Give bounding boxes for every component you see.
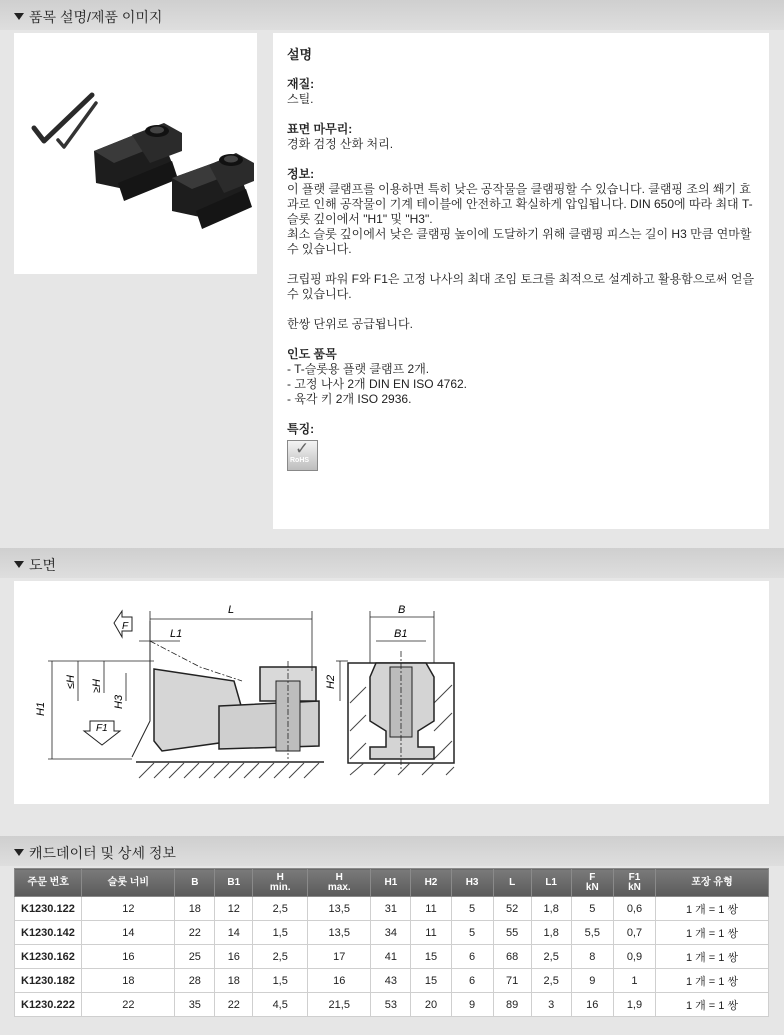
table-cell: 8 (571, 945, 613, 969)
table-cell: 0,6 (613, 897, 655, 921)
surface-label: 표면 마무리: (287, 122, 353, 136)
collapse-triangle-icon[interactable] (14, 561, 24, 568)
section-title: 품목 설명/제품 이미지 (29, 9, 163, 25)
table-cell: 35 (175, 993, 215, 1017)
table-cell: 1 개 = 1 쌍 (656, 969, 769, 993)
table-cell: 1 개 = 1 쌍 (656, 897, 769, 921)
table-cell: 13,5 (308, 897, 371, 921)
section-header-cad[interactable] (0, 836, 784, 866)
table-cell: 31 (371, 897, 411, 921)
description-panel (0, 30, 784, 533)
table-cell: 6 (451, 945, 493, 969)
supply-text: 한쌍 단위로 공급됩니다. (287, 317, 413, 331)
dim-B: B (398, 604, 406, 616)
column-header (656, 869, 769, 897)
table-cell: 6 (451, 969, 493, 993)
table-row[interactable] (15, 969, 769, 993)
column-header (531, 869, 571, 897)
column-header-label: H (276, 871, 284, 883)
table-row[interactable] (15, 897, 769, 921)
table-cell: 11 (411, 921, 451, 945)
table-cell: 13,5 (308, 921, 371, 945)
table-cell: 21,5 (308, 993, 371, 1017)
included-item: - 육각 키 2개 ISO 2936. (287, 392, 412, 406)
table-cell: 25 (175, 945, 215, 969)
column-header-label: F1 (628, 871, 641, 883)
table-cell: 53 (371, 993, 411, 1017)
table-cell: 52 (493, 897, 531, 921)
column-header (451, 869, 493, 897)
dim-B1: B1 (394, 628, 408, 640)
dim-H3: H3 (113, 694, 125, 709)
dim-L: L (228, 604, 235, 616)
column-header-label: B1 (227, 876, 241, 888)
table-cell: 20 (411, 993, 451, 1017)
info-text-2: 최소 슬롯 깊이에서 낮은 클램핑 높이에 도달하기 위해 클램핑 피스는 길이 H3 만큼 연마할 수 있습니다. (287, 227, 752, 256)
column-header-label: H1 (384, 876, 398, 888)
table-cell: 71 (493, 969, 531, 993)
material-block (287, 77, 755, 107)
column-header-unit: kN (628, 881, 641, 893)
flat-clamp-photo (14, 33, 257, 274)
info-label: 정보: (287, 167, 315, 181)
table-cell: 1,8 (531, 921, 571, 945)
column-header (571, 869, 613, 897)
column-header (15, 869, 82, 897)
description-heading: 설명 (287, 47, 313, 62)
surface-value: 경화 검정 산화 처리. (287, 137, 394, 151)
table-cell: 2,5 (531, 945, 571, 969)
material-label: 재질: (287, 77, 315, 91)
collapse-triangle-icon[interactable] (14, 849, 24, 856)
column-header (493, 869, 531, 897)
table-cell: 11 (411, 897, 451, 921)
rohs-badge-icon (287, 440, 318, 471)
order-number-cell[interactable]: K1230.122 (15, 897, 82, 921)
included-block (287, 347, 755, 407)
table-cell: 1,9 (613, 993, 655, 1017)
info-block (287, 167, 755, 257)
column-header (308, 869, 371, 897)
product-image (14, 33, 257, 274)
clamping-text: 크립핑 파워 F와 F1은 고정 나사의 최대 조임 토크를 최적으로 설계하고 활용함으로써 얻을 수 있습니다. (287, 272, 755, 301)
dim-le-H: ≤H (65, 675, 77, 689)
table-cell: 1 (613, 969, 655, 993)
column-header (175, 869, 215, 897)
column-header (82, 869, 175, 897)
column-header-label: L1 (545, 876, 557, 888)
included-item: - T-슬롯용 플랫 클램프 2개. (287, 362, 430, 376)
technical-drawing (14, 581, 769, 804)
table-cell: 3 (531, 993, 571, 1017)
column-header-label: 포장 유형 (691, 876, 733, 888)
table-cell: 14 (82, 921, 175, 945)
table-cell: 16 (571, 993, 613, 1017)
column-header-label: F (589, 871, 596, 883)
order-number-cell[interactable]: K1230.222 (15, 993, 82, 1017)
column-header-label: H3 (465, 876, 479, 888)
table-cell: 5 (451, 897, 493, 921)
table-cell: 15 (411, 969, 451, 993)
column-header-label: L (509, 876, 516, 888)
table-cell: 55 (493, 921, 531, 945)
column-header-label: B (191, 876, 199, 888)
order-number-cell[interactable]: K1230.162 (15, 945, 82, 969)
table-cell: 0,7 (613, 921, 655, 945)
table-cell: 15 (411, 945, 451, 969)
table-cell: 12 (215, 897, 253, 921)
table-cell: 1,5 (253, 969, 308, 993)
table-cell: 18 (215, 969, 253, 993)
section-header-drawing[interactable] (0, 548, 784, 578)
column-header-unit: kN (585, 881, 599, 893)
order-number-cell[interactable]: K1230.142 (15, 921, 82, 945)
column-header (253, 869, 308, 897)
table-cell: 5,5 (571, 921, 613, 945)
description-box (273, 33, 769, 529)
table-cell: 1 개 = 1 쌍 (656, 945, 769, 969)
table-cell: 9 (571, 969, 613, 993)
table-cell: 18 (82, 969, 175, 993)
table-cell: 41 (371, 945, 411, 969)
section-title: 도면 (29, 557, 57, 573)
rohs-label: RoHS (290, 457, 310, 464)
table-cell: 0,9 (613, 945, 655, 969)
dim-L1: L1 (170, 628, 183, 640)
material-value: 스틸. (287, 92, 314, 106)
product-table (14, 868, 769, 1017)
table-cell: 1 개 = 1 쌍 (656, 993, 769, 1017)
table-cell: 18 (175, 897, 215, 921)
table-body (15, 897, 769, 1017)
dim-H2: H2 (325, 674, 337, 689)
table-cell: 43 (371, 969, 411, 993)
checkmark-icon: ✓ (295, 439, 310, 459)
info-text-1: 이 플랫 클램프를 이용하면 특히 낮은 공작물을 클램핑할 수 있습니다. 클램핑 조의 쐐기 효과로 인해 공작물이 기계 테이블에 안전하고 확실하게 압입됩니다. DIN 650에 따라 최대 T-슬롯 깊이에서 "H1" 및 "H3". (287, 182, 753, 226)
included-item: - 고정 나사 2개 DIN EN ISO 4762. (287, 377, 468, 391)
table-cell: 17 (308, 945, 371, 969)
column-header (215, 869, 253, 897)
collapse-triangle-icon[interactable] (14, 13, 24, 20)
table-cell: 5 (451, 921, 493, 945)
table-cell: 1,8 (531, 897, 571, 921)
table-cell: 34 (371, 921, 411, 945)
table-cell: 89 (493, 993, 531, 1017)
features-block (287, 422, 755, 471)
surface-block (287, 122, 755, 152)
table-cell: 22 (215, 993, 253, 1017)
table-cell: 1,5 (253, 921, 308, 945)
order-number-cell[interactable]: K1230.182 (15, 969, 82, 993)
dimension-drawing (14, 581, 769, 804)
table-header-row (15, 869, 769, 897)
table-cell: 9 (451, 993, 493, 1017)
section-title: 캐드데이터 및 상세 정보 (29, 845, 176, 861)
column-header-label: H (335, 871, 343, 883)
table-cell: 22 (82, 993, 175, 1017)
column-header-label: 슬롯 너비 (107, 876, 150, 888)
table-row[interactable] (15, 993, 769, 1017)
table-cell: 14 (215, 921, 253, 945)
force-F1-label: F1 (96, 723, 108, 734)
features-label: 특징: (287, 422, 315, 436)
table-cell: 2,5 (531, 969, 571, 993)
column-header-label: H2 (424, 876, 438, 888)
table-cell: 28 (175, 969, 215, 993)
table-cell: 22 (175, 921, 215, 945)
table-cell: 68 (493, 945, 531, 969)
dim-ge-H: ≥H (91, 679, 103, 693)
column-header (371, 869, 411, 897)
force-F-label: F (122, 621, 129, 632)
table-row[interactable] (15, 921, 769, 945)
column-header (411, 869, 451, 897)
table-cell: 4,5 (253, 993, 308, 1017)
table-cell: 12 (82, 897, 175, 921)
table-cell: 16 (82, 945, 175, 969)
table-cell: 16 (215, 945, 253, 969)
table-cell: 16 (308, 969, 371, 993)
column-header-unit: max. (327, 881, 351, 893)
table-cell: 2,5 (253, 897, 308, 921)
column-header (613, 869, 655, 897)
included-label: 인도 품목 (287, 347, 337, 361)
table-row[interactable] (15, 945, 769, 969)
column-header-unit: min. (269, 881, 291, 893)
table-cell: 1 개 = 1 쌍 (656, 921, 769, 945)
table-cell: 2,5 (253, 945, 308, 969)
column-header-label: 주문 번호 (27, 876, 69, 888)
section-header-description[interactable] (0, 0, 784, 30)
dim-H1: H1 (35, 701, 47, 716)
table-cell: 5 (571, 897, 613, 921)
